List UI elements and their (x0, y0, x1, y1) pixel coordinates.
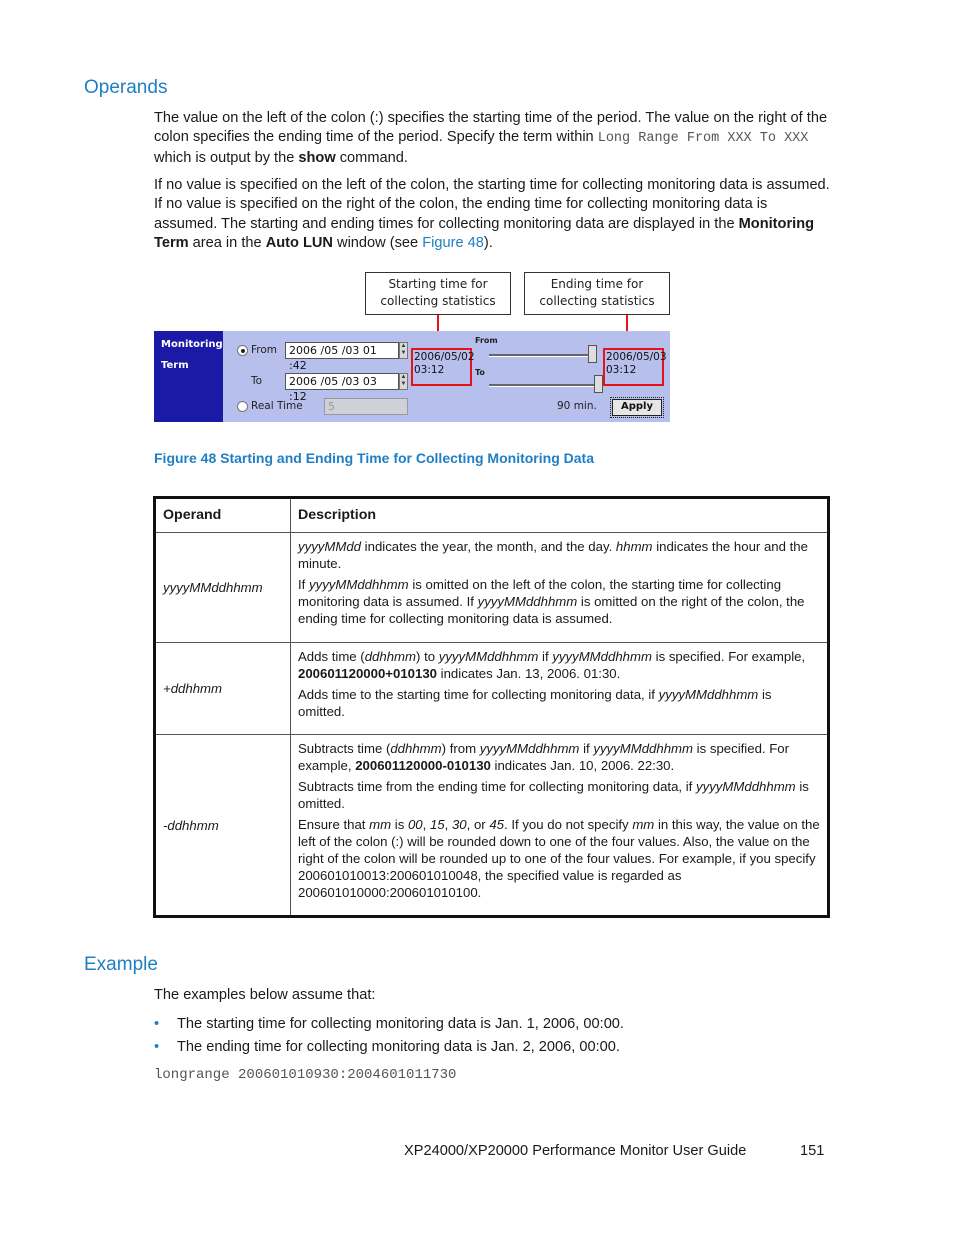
operand-cell: yyyyMMddhhmm (155, 533, 291, 643)
example-heading: Example (84, 954, 158, 975)
operands-table (153, 496, 830, 918)
paragraph-default-values: If no value is specified on the left of the colon, the starting time for collecting monitoring data is assumed. If no value is specified on the right of the colon, the ending time for collecting monitoring data is assumed. The starting and ending times for collecting monitoring data are displayed in the Monitoring Term area in the Auto LUN window (see Figure 48). (154, 177, 830, 251)
realtime-label: Real Time (251, 400, 303, 412)
start-time-highlight: 2006/05/02 03:12 (411, 348, 472, 386)
slider-to-label: To (475, 368, 485, 377)
figure-caption: Figure 48 Starting and Ending Time for Collecting Monitoring Data (154, 450, 594, 466)
from-spinner[interactable]: ▲ ▼ (399, 342, 408, 359)
figure-48-link[interactable]: Figure 48 (422, 234, 484, 251)
table-row (155, 643, 829, 735)
table-row (155, 533, 829, 643)
realtime-radio[interactable] (237, 401, 248, 412)
table-header-row (155, 498, 829, 533)
monitoring-term-panel (154, 331, 670, 422)
show-command: show (298, 149, 336, 166)
from-slider-track[interactable] (489, 354, 597, 357)
callout-ending-time: Ending time for collecting statistics (524, 272, 670, 315)
column-header-operand: Operand (155, 498, 291, 533)
to-datetime-field[interactable]: 2006 /05 /03 03 :12 (285, 373, 399, 390)
to-label: To (251, 375, 263, 387)
footer-title: XP24000/XP20000 Performance Monitor User Guide (404, 1143, 747, 1159)
realtime-select[interactable]: 5 (324, 398, 408, 415)
to-slider-thumb[interactable] (594, 375, 603, 393)
minutes-label: 90 min. (557, 400, 597, 412)
paragraph-colon-term: The value on the left of the colon (:) specifies the starting time of the period. The value on the right of the colon specifies the ending time of the period. Specify the term within Long Range From XXX To XXX which is output by the show command. (154, 110, 828, 166)
list-item: • The ending time for collecting monitoring data is Jan. 2, 2006, 00:00. (154, 1036, 624, 1059)
example-intro: The examples below assume that: (154, 987, 376, 1003)
operands-heading: Operands (84, 77, 168, 98)
example-bullet-list (154, 1013, 624, 1059)
end-time-highlight: 2006/05/03 03:12 (603, 348, 664, 386)
example-code: longrange 200601010930:2004601011730 (154, 1067, 457, 1083)
page-number: 151 (800, 1143, 825, 1159)
operand-cell: -ddhhmm (155, 735, 291, 917)
inline-code: Long Range From XXX To XXX (597, 131, 809, 147)
column-header-description: Description (291, 498, 829, 533)
from-datetime-field[interactable]: 2006 /05 /03 01 :42 (285, 342, 399, 359)
slider-from-label: From (475, 336, 498, 345)
description-cell: Subtracts time (ddhhmm) from yyyyMMddhhmm if yyyyMMddhhmm is specified. For example, 200601120000-010130 indicates Jan. 10, 2006. 22:30. Subtracts time from the ending time for collecting monitoring data, if yyyyMMddhhmm is omitted. Ensure that mm is 00, 15, 30, or 45. If you do not specify mm in this way, the value on the left of the colon (:) will be rounded down to one of the four values. Also, the value on the right of the colon will be rounded up to one of the four values. For example, if you specify 200601010013:200601010048, the specified value is regarded as 200601010000:200601010100. (291, 735, 829, 917)
list-item: • The starting time for collecting monitoring data is Jan. 1, 2006, 00:00. (154, 1013, 624, 1036)
to-spinner[interactable]: ▲ ▼ (399, 373, 408, 390)
table-row (155, 735, 829, 917)
apply-button[interactable]: Apply (612, 399, 662, 416)
callout-starting-time: Starting time for collecting statistics (365, 272, 511, 315)
from-radio[interactable] (237, 345, 248, 356)
from-slider-thumb[interactable] (588, 345, 597, 363)
to-slider-track[interactable] (489, 384, 599, 387)
operand-cell: +ddhhmm (155, 643, 291, 735)
description-cell: Adds time (ddhhmm) to yyyyMMddhhmm if yyyyMMddhhmm is specified. For example, 200601120000+010130 indicates Jan. 13, 2006. 01:30. Adds time to the starting time for collecting monitoring data, if yyyyMMddhhmm is omitted. (291, 643, 829, 735)
description-cell: yyyyMMdd indicates the year, the month, and the day. hhmm indicates the hour and the minute. If yyyyMMddhhmm is omitted on the left of the colon, the starting time for collecting monitoring data is assumed. If yyyyMMddhhmm is omitted on the right of the colon, the ending time for collecting monitoring data is assumed. (291, 533, 829, 643)
from-label: From (251, 344, 278, 356)
monitoring-term-title: Monitoring Term (154, 331, 223, 422)
